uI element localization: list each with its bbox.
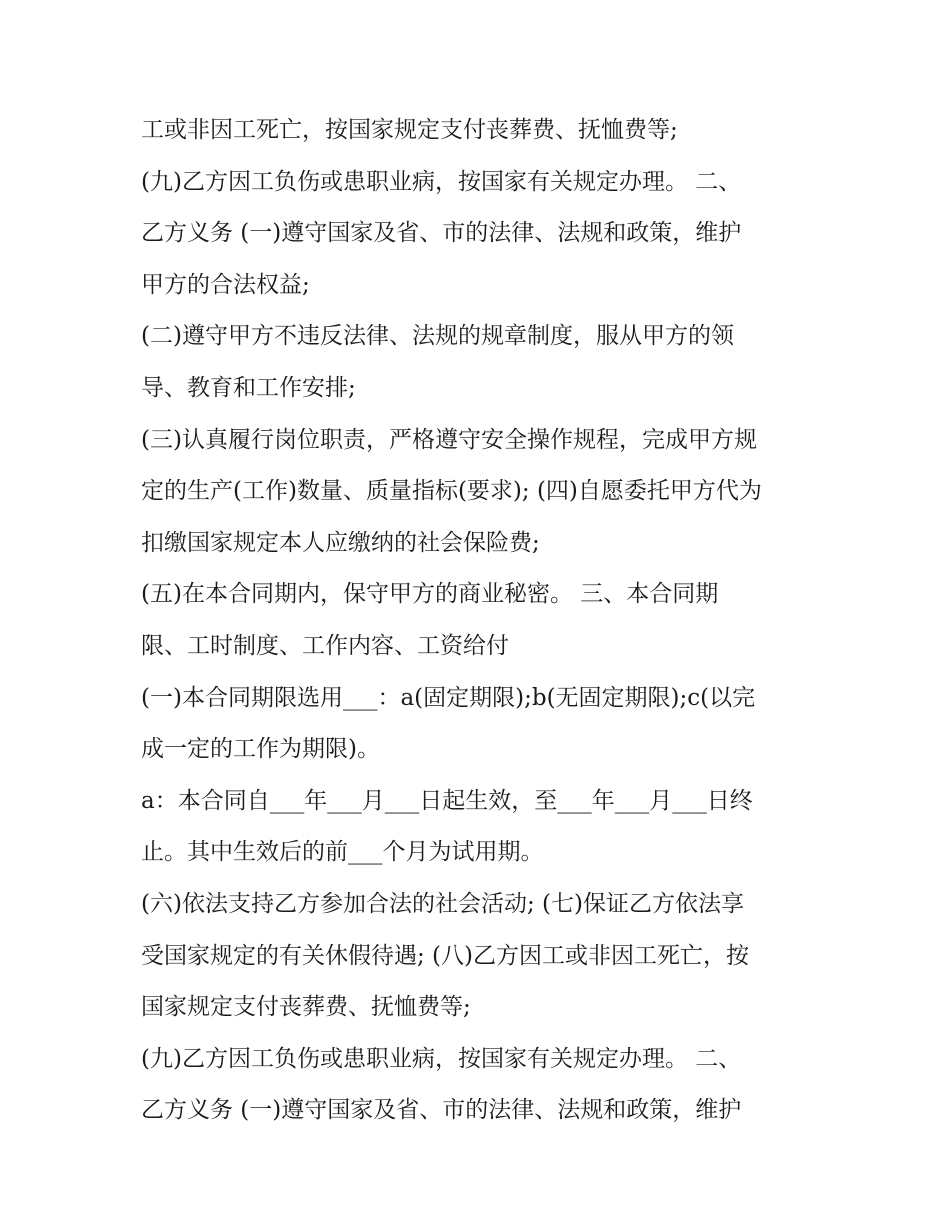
text-line: 限、工时制度、工作内容、工资给付 [141, 632, 509, 659]
text-line: (九)乙方因工负伤或患职业病，按国家有关规定办理。 二、 [141, 168, 742, 195]
text-line: 受国家规定的有关休假待遇; (八)乙方因工或非因工死亡，按 [141, 942, 750, 969]
text-line: (九)乙方因工负伤或患职业病，按国家有关规定办理。 二、 [141, 1045, 742, 1072]
text-line: 甲方的合法权益; [141, 271, 310, 298]
text-line: 止。其中生效后的前___个月为试用期。 [141, 839, 544, 866]
text-line: 乙方义务 (一)遵守国家及省、市的法律、法规和政策，维护 [141, 1097, 742, 1124]
text-line: 国家规定支付丧葬费、抚恤费等; [141, 994, 471, 1021]
text-line: (二)遵守甲方不违反法律、法规的规章制度，服从甲方的领 [141, 323, 734, 350]
text-line: a：本合同自___年___月___日起生效，至___年___月___日终 [141, 787, 753, 814]
text-line: 成一定的工作为期限)。 [141, 736, 380, 763]
text-line: (五)在本合同期内，保守甲方的商业秘密。 三、本合同期 [141, 581, 719, 608]
text-line: 定的生产(工作)数量、质量指标(要求); (四)自愿委托甲方代为 [141, 478, 762, 505]
text-line: 扣缴国家规定本人应缴纳的社会保险费; [141, 529, 540, 556]
text-line: (三)认真履行岗位职责，严格遵守安全操作规程，完成甲方规 [141, 426, 757, 453]
text-line: (一)本合同期限选用___：a(固定期限);b(无固定期限);c(以完 [141, 684, 756, 711]
text-line: (六)依法支持乙方参加合法的社会活动; (七)保证乙方依法享 [141, 890, 744, 917]
text-line: 乙方义务 (一)遵守国家及省、市的法律、法规和政策，维护 [141, 220, 742, 247]
text-line: 导、教育和工作安排; [141, 374, 356, 401]
contract-text [141, 105, 821, 1137]
text-line: 工或非因工死亡，按国家规定支付丧葬费、抚恤费等; [141, 117, 678, 143]
